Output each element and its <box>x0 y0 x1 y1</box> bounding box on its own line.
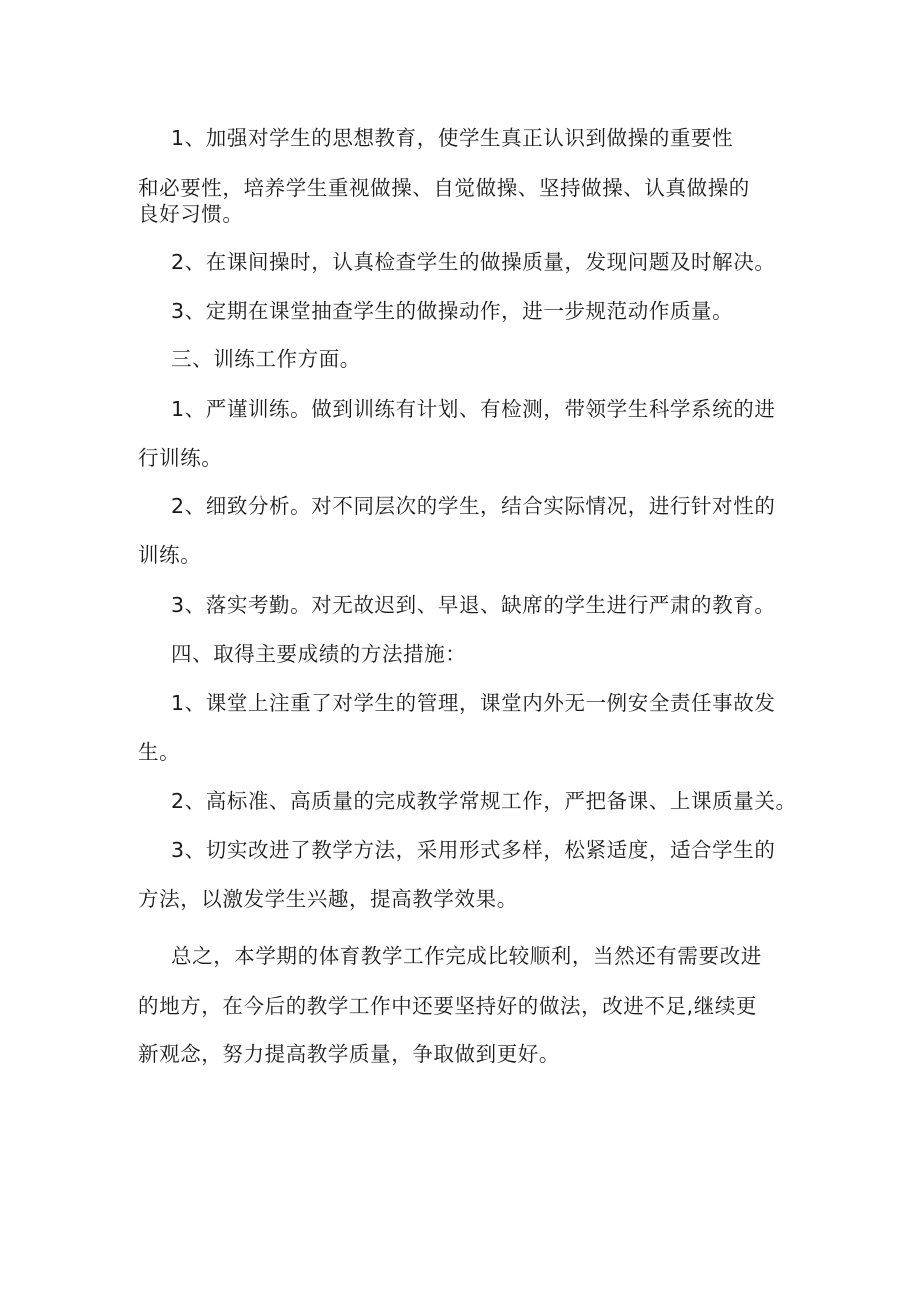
paragraph-line: 1、加强对学生的思想教育，使学生真正认识到做操的重要性 <box>171 126 734 150</box>
paragraph-line: 总之，本学期的体育教学工作完成比较顺利，当然还有需要改进 <box>171 944 762 968</box>
paragraph-line: 和必要性，培养学生重视做操、自觉做操、坚持做操、认真做操的 <box>138 176 750 200</box>
paragraph-line: 3、落实考勤。对无故迟到、早退、缺席的学生进行严肃的教育。 <box>171 593 776 617</box>
paragraph-line: 2、细致分析。对不同层次的学生，结合实际情况，进行针对性的 <box>171 494 776 518</box>
paragraph-line: 1、课堂上注重了对学生的管理，课堂内外无一例安全责任事故发 <box>171 691 776 715</box>
paragraph-line: 方法，以激发学生兴趣，提高教学效果。 <box>138 887 518 911</box>
section-heading: 三、训练工作方面。 <box>171 347 361 371</box>
paragraph-line: 2、高标准、高质量的完成教学常规工作，严把备课、上课质量关。 <box>171 789 797 813</box>
paragraph-line: 良好习惯。 <box>138 202 244 226</box>
paragraph-line: 3、切实改进了教学方法，采用形式多样，松紧适度，适合学生的 <box>171 838 776 862</box>
paragraph-line: 3、定期在课堂抽查学生的做操动作，进一步规范动作质量。 <box>171 299 734 323</box>
section-heading: 四、取得主要成绩的方法措施： <box>171 642 467 666</box>
paragraph-line: 新观念，努力提高教学质量，争取做到更好。 <box>138 1042 560 1066</box>
paragraph-line: 的地方，在今后的教学工作中还要坚持好的做法，改进不足,继续更 <box>138 994 758 1018</box>
paragraph-line: 2、在课间操时，认真检查学生的做操质量，发现问题及时解决。 <box>171 250 776 274</box>
paragraph-line: 生。 <box>138 740 181 764</box>
paragraph-line: 训练。 <box>138 543 202 567</box>
paragraph-line: 行训练。 <box>138 446 223 470</box>
paragraph-line: 1、严谨训练。做到训练有计划、有检测，带领学生科学系统的进 <box>171 397 776 421</box>
